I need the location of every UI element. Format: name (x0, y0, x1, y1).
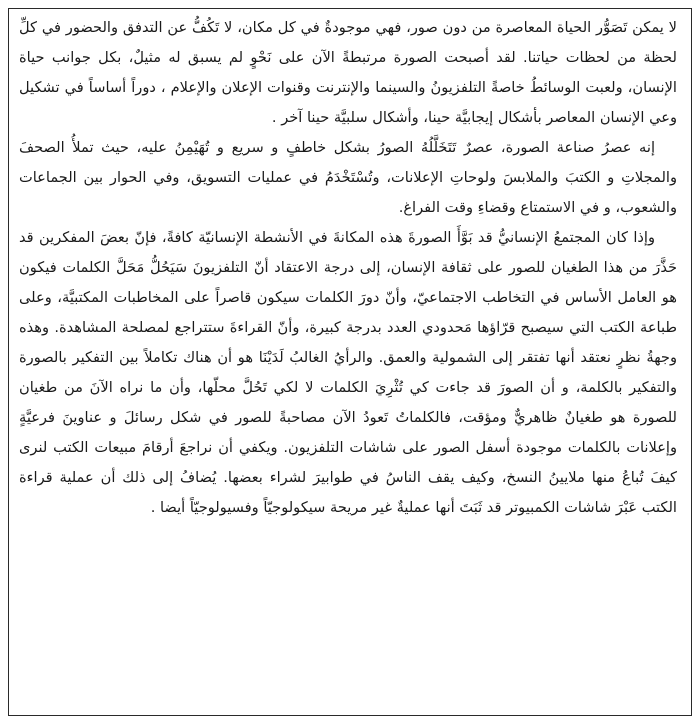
paragraph-3: وإذا كان المجتمعُ الإنسانيُّ قد بَوَّأَ الصورةَ هذه المكانةَ في الأنشطة الإنسانيّة كافةً، فإنّ بعضَ المفكرين قد حَذَّرَ من هذا الطغيان للصور على ثقافة الإنسان، إلى درجة الاعتقاد أنّ التلفزيونَ سَيَحُلُّ مَحَلَّ الكلمات فيكون هو العامل الأساس في التخاطب الاجتماعيّ، وأنّ دورَ الكلمات سيكون قاصراً على المخاطبات المكتبيَّة، وعلى طباعة الكتب التي سيصبح قرّاؤها مَحدودي العدد بدرجة كبيرة، وأنّ القراءةَ ستتراجع لمصلحة المشاهدة. وهذه وجهةُ نظرٍ نعتقد أنها تفتقر إلى الشمولية والعمق. والرأيُ الغالبُ لَدَيْنَا هو أن هناك تكاملاً بين التفكير بالصورة والتفكير بالكلمة، و أن الصورَ قد جاءت كي تُثْرِيَ الكلمات لا لكي تَحُلَّ محلّها، وأن ما نراه الآنَ من طغيان للصورة هو طغيانٌ ظاهريٌّ ومؤقت، فالكلماتُ تَعودُ الآن مصاحبةً للصور في شكل رسائلَ و عناوينَ فرعيَّةٍ وإعلانات بالكلمات موجودة أسفل الصور على شاشات التلفزيون. ويكفي أن نراجعَ أرقامَ مبيعات الكتب لنرى كيفَ تُباعُ منها ملايينُ النسخ، وكيف يقف الناسُ في طوابيرَ لشراء بعضها. يُضافُ إلى ذلك أن عملية قراءة الكتب عَبْرَ شاشات الكمبيوتر قد ثَبَتَ أنها عمليةٌ غير مريحة سيكولوجيّاً وفسيولوجيّاً أيضا . (19, 229, 677, 516)
paragraph-2: إنه عصرُ صناعة الصورة، عصرٌ تَتَخَلَّلُهُ الصورُ بشكل خاطفٍ و سريع و تُهَيْمِنُ عليه، حيث تملأُ الصحفَ والمجلاتِ و الكتبَ والملابسَ ولوحاتِ الإعلانات، وتُسْتَخْدَمُ في عمليات التسويق، وفي الحوار بين الجماعات والشعوب، و في الاستمتاع وقضاءِ وقت الفراغ. (19, 139, 677, 216)
text-frame (8, 8, 692, 716)
paragraph-1: لا يمكن تَصَوُّر الحياة المعاصرة من دون صور، فهي موجودةٌ في كل مكان، لا تَكُفُّ عن التدفق والحضور في كلِّ لحظة من لحظات حياتنا. لقد أصبحت الصورة مرتبطةً الآن على نَحْوٍ لم يسبق له مثيلٌ، بكل جوانب حياة الإنسان، ولعبت الوسائطُ خاصةً التلفزيونُ والسينما والإنترنت وقنوات الإعلان والإعلام ، دوراً أساساً في تشكيل وعي الإنسان المعاصر بأشكال إيجابيَّة حينا، وأشكال سلبيَّة حينا آخر . (19, 19, 677, 126)
